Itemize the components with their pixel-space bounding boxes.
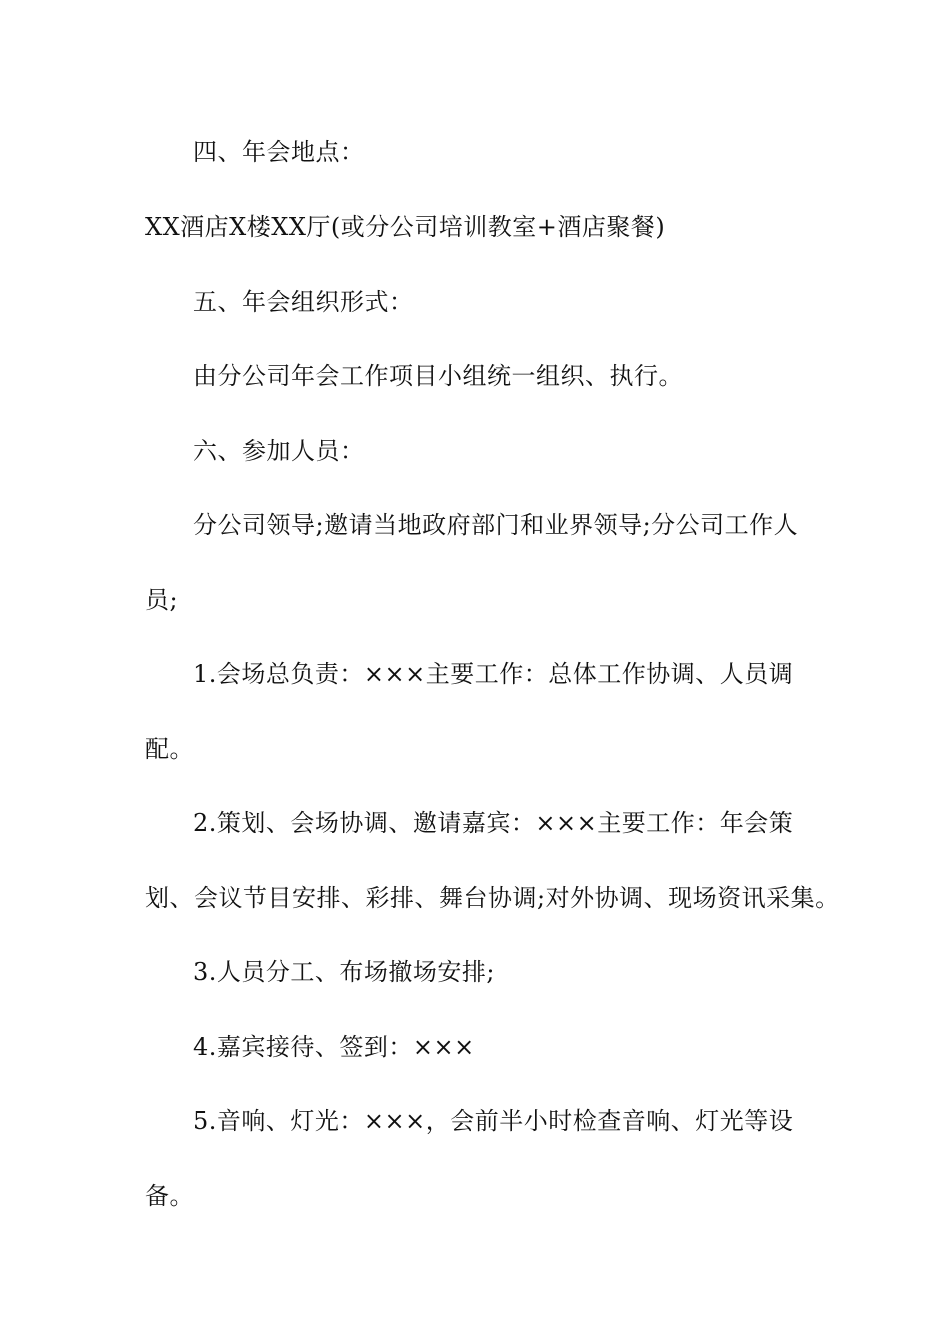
attendees-text-line-2: 员; — [145, 586, 179, 614]
list-item-2-line-2: 划、会议节目安排、彩排、舞台协调;对外协调、现场资讯采集。 — [145, 884, 840, 912]
list-item-5-line-2: 备。 — [145, 1182, 194, 1210]
section-heading-venue: 四、年会地点： — [193, 138, 365, 166]
attendees-text-line-1: 分公司领导;邀请当地政府部门和业界领导;分公司工作人 — [193, 511, 799, 539]
list-item-5-line-1: 5.音响、灯光：×××，会前半小时检查音响、灯光等设 — [193, 1107, 794, 1135]
list-item-1-line-1: 1.会场总负责：×××主要工作：总体工作协调、人员调 — [193, 660, 794, 688]
list-item-3: 3.人员分工、布场撤场安排; — [193, 958, 495, 986]
list-item-1-line-2: 配。 — [145, 735, 194, 763]
section-heading-format: 五、年会组织形式： — [193, 288, 414, 316]
section-heading-attendees: 六、参加人员： — [193, 437, 365, 465]
format-text: 由分公司年会工作项目小组统一组织、执行。 — [193, 362, 683, 390]
list-item-4: 4.嘉宾接待、签到：××× — [193, 1033, 475, 1061]
venue-text: XX酒店X楼XX厅(或分公司培训教室+酒店聚餐) — [145, 213, 666, 241]
list-item-2-line-1: 2.策划、会场协调、邀请嘉宾：×××主要工作：年会策 — [193, 809, 794, 837]
